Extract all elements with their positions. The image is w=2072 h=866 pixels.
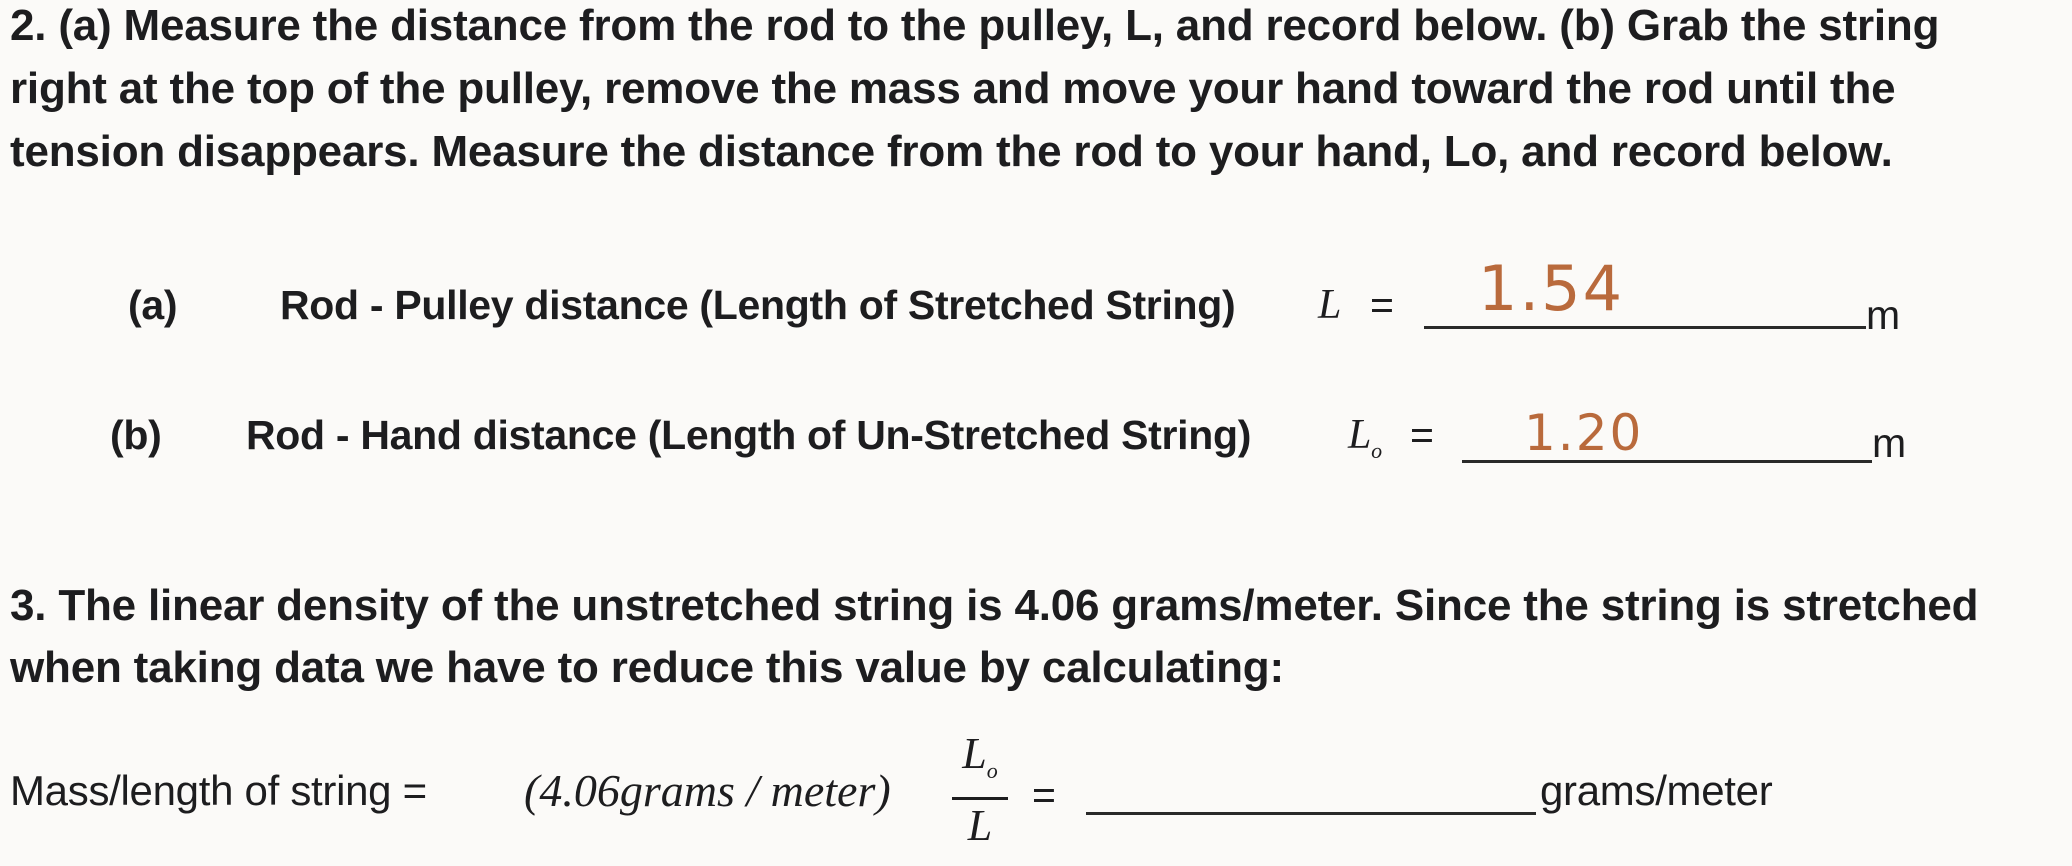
q3-line-2: when taking data we have to reduce this value by calculating: [10, 643, 1284, 692]
row-a-text: Rod - Pulley distance (Length of Stretched String) [280, 282, 1236, 328]
numerator-main: L [962, 729, 987, 778]
row-a-symbol: L [1318, 282, 1342, 328]
q2-line-2: right at the top of the pulley, remove the mass and move your hand toward the rod until the [10, 64, 1896, 113]
formula-expression: (4.06grams / meter) [524, 765, 891, 816]
row-b-equals: = [1410, 412, 1434, 458]
fraction-denominator: L [967, 801, 993, 850]
formula-label: Mass/length of string = [10, 767, 427, 814]
row-b-label: (b) [110, 412, 162, 458]
q3-line-1: 3. The linear density of the unstretched string is 4.06 grams/meter. Since the string is stretched [10, 581, 1979, 630]
row-b-text: Rod - Hand distance (Length of Un-Stretched String) [246, 412, 1252, 458]
row-b-unit: m [1872, 420, 1906, 466]
row-b-symbol-main: L [1348, 412, 1372, 458]
q2-line-1: 2. (a) Measure the distance from the rod to the pulley, L, and record below. (b) Grab the string [10, 1, 1940, 50]
q2-line-3: tension disappears. Measure the distance from the rod to your hand, Lo, and record below. [10, 127, 1893, 176]
row-b-symbol [1348, 410, 1382, 476]
formula-unit: grams/meter [1540, 767, 1773, 814]
formula-answer-blank [1086, 772, 1536, 815]
formula-equals: = [1032, 772, 1056, 818]
row-b-symbol-sub: o [1371, 438, 1382, 463]
row-a-label: (a) [128, 282, 178, 328]
row-a-answer: 1.54 [1478, 252, 1625, 325]
numerator-sub: o [986, 758, 998, 783]
row-a-unit: m [1866, 292, 1900, 338]
row-b-answer: 1.20 [1524, 404, 1644, 462]
fraction-numerator [942, 730, 1018, 795]
formula-fraction [942, 730, 1018, 852]
row-a-equals: = [1370, 282, 1394, 328]
